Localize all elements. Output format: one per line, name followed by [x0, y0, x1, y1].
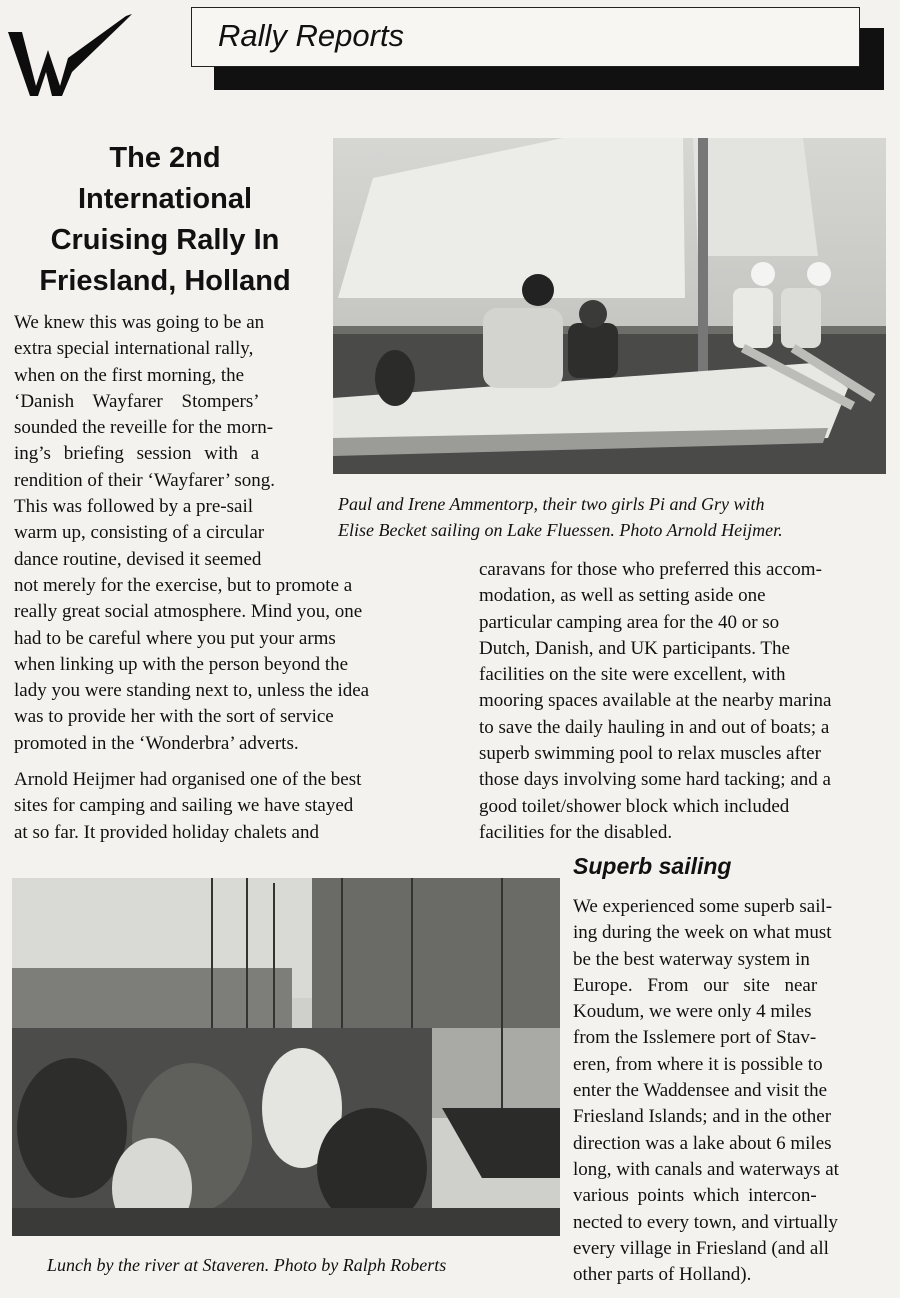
- lunch-photo: [12, 878, 560, 1236]
- text-line: We knew this was going to be an: [14, 312, 265, 333]
- text-line: rendition of their ‘Wayfarer’ song.: [14, 469, 276, 491]
- text-line: This was followed by a pre-sail: [14, 496, 254, 518]
- text-line: facilities on the site were excellent, with: [479, 664, 786, 686]
- section-header: [191, 7, 860, 67]
- facilities-paragraph: [479, 557, 891, 846]
- text-line: not merely for the exercise, but to promote a: [14, 575, 353, 596]
- text-line: facilities for the disabled.: [479, 821, 673, 843]
- section-title: Rally Reports: [218, 18, 405, 53]
- caption-line: Elise Becket sailing on Lake Fluessen. Photo Arnold Heijmer.: [338, 520, 783, 540]
- text-line: Dutch, Danish, and UK participants. The: [479, 637, 790, 659]
- text-line: when linking up with the person beyond the: [14, 653, 349, 675]
- text-line: promoted in the ‘Wonderbra’ adverts.: [14, 732, 299, 754]
- text-line: direction was a lake about 6 miles: [573, 1132, 832, 1154]
- title-line: The 2nd: [109, 142, 221, 174]
- intro-paragraph-continued: [14, 573, 432, 757]
- text-line: ing during the week on what must: [573, 922, 832, 944]
- text-line: enter the Waddensee and visit the: [573, 1080, 828, 1102]
- title-line: Friesland, Holland: [39, 265, 291, 297]
- text-line: Koudum, we were only 4 miles: [573, 1001, 812, 1023]
- text-line: ‘Danish Wayfarer Stompers’: [14, 390, 260, 412]
- text-line: good toilet/shower block which included: [479, 795, 790, 817]
- text-line: various points which intercon-: [573, 1185, 817, 1207]
- text-line: Europe. From our site near: [573, 974, 818, 996]
- text-line: from the Isslemere port of Stav-: [573, 1027, 817, 1049]
- text-line: really great social atmosphere. Mind you, one: [14, 601, 363, 623]
- title-line: International: [77, 183, 252, 215]
- sailing-paragraph: [573, 894, 891, 1288]
- text-line: was to provide her with the sort of service: [14, 706, 334, 728]
- subheading: Superb sailing: [573, 853, 732, 879]
- intro-paragraph: [14, 310, 320, 573]
- text-line: Friesland Islands; and in the other: [573, 1106, 832, 1128]
- sailing-photo-caption: [338, 491, 886, 543]
- text-line: other parts of Holland).: [573, 1264, 752, 1286]
- caption-line: Paul and Irene Ammentorp, their two girls Pi and Gry with: [338, 494, 765, 514]
- article-title: [8, 138, 322, 302]
- text-line: mooring spaces available at the nearby marina: [479, 690, 832, 712]
- text-line: extra special international rally,: [14, 338, 254, 360]
- camping-paragraph: [14, 767, 432, 846]
- text-line: lady you were standing next to, unless the idea: [14, 680, 370, 702]
- text-line: warm up, consisting of a circular: [14, 522, 265, 544]
- text-line: eren, from where it is possible to: [573, 1053, 823, 1075]
- text-line: those days involving some hard tacking; and a: [479, 769, 831, 791]
- text-line: dance routine, devised it seemed: [14, 548, 262, 570]
- text-line: Arnold Heijmer had organised one of the best: [14, 769, 362, 790]
- text-line: long, with canals and waterways at: [573, 1158, 839, 1180]
- sailing-photo: [333, 138, 886, 474]
- text-line: particular camping area for the 40 or so: [479, 611, 780, 633]
- text-line: sounded the reveille for the morn-: [14, 417, 274, 439]
- text-line: nected to every town, and virtually: [573, 1211, 838, 1233]
- sailing-photo-image: [333, 138, 886, 474]
- text-line: sites for camping and sailing we have stayed: [14, 795, 354, 817]
- text-line: had to be careful where you put your arms: [14, 627, 336, 649]
- text-line: superb swimming pool to relax muscles after: [479, 743, 821, 765]
- text-line: be the best waterway system in: [573, 948, 810, 970]
- lunch-photo-caption: Lunch by the river at Staveren. Photo by Ralph Roberts: [47, 1255, 447, 1275]
- text-line: to save the daily hauling in and out of boats; a: [479, 716, 830, 738]
- wayfarer-logo: [8, 12, 134, 96]
- text-line: every village in Friesland (and all: [573, 1237, 829, 1259]
- lunch-photo-image: [12, 878, 560, 1236]
- text-line: when on the first morning, the: [14, 364, 245, 386]
- text-line: modation, as well as setting aside one: [479, 585, 766, 607]
- text-line: ing’s briefing session with a: [14, 443, 260, 465]
- text-line: We experienced some superb sail-: [573, 896, 833, 917]
- title-line: Cruising Rally In: [50, 224, 280, 256]
- text-line: at so far. It provided holiday chalets and: [14, 821, 319, 843]
- text-line: caravans for those who preferred this accom-: [479, 559, 822, 580]
